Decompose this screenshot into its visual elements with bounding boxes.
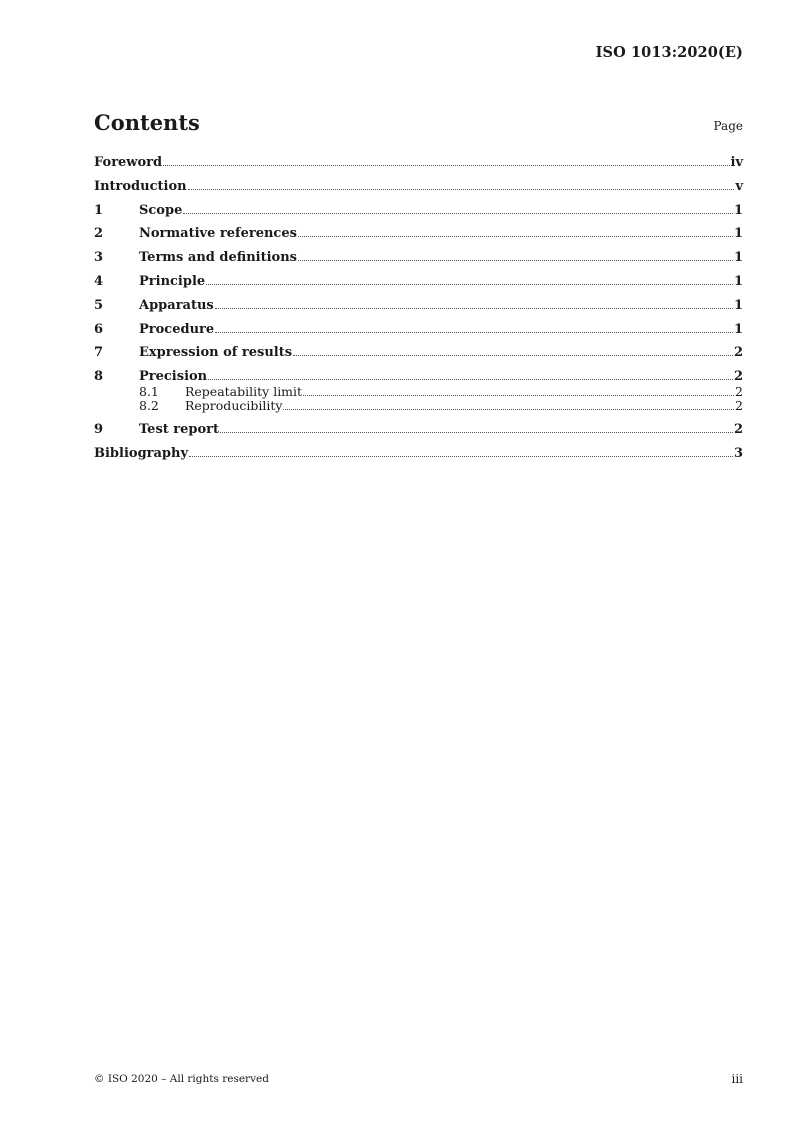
page-column-label: Page <box>713 119 743 133</box>
toc-leader <box>215 332 733 333</box>
toc-entry-number: 2 <box>94 226 104 242</box>
toc-entry-page: 1 <box>733 250 743 266</box>
toc-subentry-title: Reproducibility <box>185 398 283 414</box>
toc-entry-number: 6 <box>94 321 104 337</box>
toc-entry-title: Precision <box>139 369 208 385</box>
toc-entry-page: 1 <box>733 226 743 242</box>
toc-entry-number: 5 <box>94 297 104 313</box>
toc-entry-page: 3 <box>733 445 743 461</box>
toc-leader <box>215 308 733 309</box>
toc-entry-page: 2 <box>733 369 743 385</box>
toc-entry-title: Expression of results <box>139 345 293 361</box>
toc-entry-test-report[interactable] <box>94 422 743 438</box>
toc-leader <box>183 213 733 214</box>
toc-leader <box>208 379 733 380</box>
toc-entry-page: 1 <box>733 321 743 337</box>
toc-entry-page: 1 <box>733 297 743 313</box>
toc-entry-terms-and-definitions[interactable] <box>94 250 743 266</box>
toc-entry-number: 8 <box>94 369 104 385</box>
toc-leader <box>298 236 733 237</box>
toc-subentry-title: Repeatability limit <box>185 384 303 400</box>
toc-subentry-page: 2 <box>735 398 743 414</box>
toc-entry-number: 3 <box>94 250 104 266</box>
toc-entry-number: 1 <box>94 202 104 218</box>
toc-entry-expression-of-results[interactable] <box>94 345 743 361</box>
toc-entry-number: 7 <box>94 345 104 361</box>
toc-leader <box>189 456 733 457</box>
toc-leader <box>298 260 733 261</box>
toc-entry-introduction[interactable] <box>94 179 743 195</box>
toc-entry-title: Bibliography <box>94 445 189 461</box>
toc-entry-page: 1 <box>733 202 743 218</box>
toc-entry-title: Introduction <box>94 178 187 194</box>
toc-entry-foreword[interactable] <box>94 155 743 171</box>
copyright-notice: © ISO 2020 – All rights reserved <box>94 1073 269 1085</box>
toc-entry-normative-references[interactable] <box>94 226 743 242</box>
toc-entry-page: 2 <box>733 422 743 438</box>
toc-entry-number: 4 <box>94 273 104 289</box>
toc-entry-scope[interactable] <box>94 203 743 219</box>
toc-entry-title: Principle <box>139 273 206 289</box>
toc-entry-page: 2 <box>733 345 743 361</box>
toc-entry-apparatus[interactable] <box>94 298 743 314</box>
toc-leader <box>220 432 733 433</box>
toc-leader <box>303 395 734 396</box>
toc-entry-number: 9 <box>94 422 104 438</box>
toc-leader <box>206 284 733 285</box>
toc-subentry-page: 2 <box>735 384 743 400</box>
document-id: ISO 1013:2020(E) <box>595 44 743 61</box>
toc-entry-procedure[interactable] <box>94 322 743 338</box>
contents-title: Contents <box>94 110 200 135</box>
toc-subentry-number: 8.2 <box>139 398 159 414</box>
toc-leader <box>163 165 729 166</box>
toc-entry-page: 1 <box>733 273 743 289</box>
toc-entry-page: iv <box>730 155 743 170</box>
toc-subentry-reproducibility[interactable] <box>94 399 743 413</box>
toc-subentry-repeatability-limit[interactable] <box>94 385 743 399</box>
toc-entry-title: Foreword <box>94 155 163 170</box>
page-number: iii <box>731 1072 743 1086</box>
toc-entry-title: Apparatus <box>139 297 214 313</box>
toc-leader <box>293 355 733 356</box>
toc-entry-principle[interactable] <box>94 274 743 290</box>
toc-entry-title: Test report <box>139 422 220 438</box>
toc-entry-title: Normative references <box>139 226 297 242</box>
toc-entry-title: Procedure <box>139 321 215 337</box>
toc-leader <box>188 189 735 190</box>
toc-leader <box>283 409 734 410</box>
table-of-contents <box>94 155 743 470</box>
toc-entry-page: v <box>735 178 743 194</box>
toc-entry-precision[interactable] <box>94 369 743 385</box>
toc-subentry-number: 8.1 <box>139 384 159 400</box>
toc-entry-bibliography[interactable] <box>94 446 743 462</box>
toc-entry-title: Terms and definitions <box>139 250 297 266</box>
toc-entry-title: Scope <box>139 202 183 218</box>
